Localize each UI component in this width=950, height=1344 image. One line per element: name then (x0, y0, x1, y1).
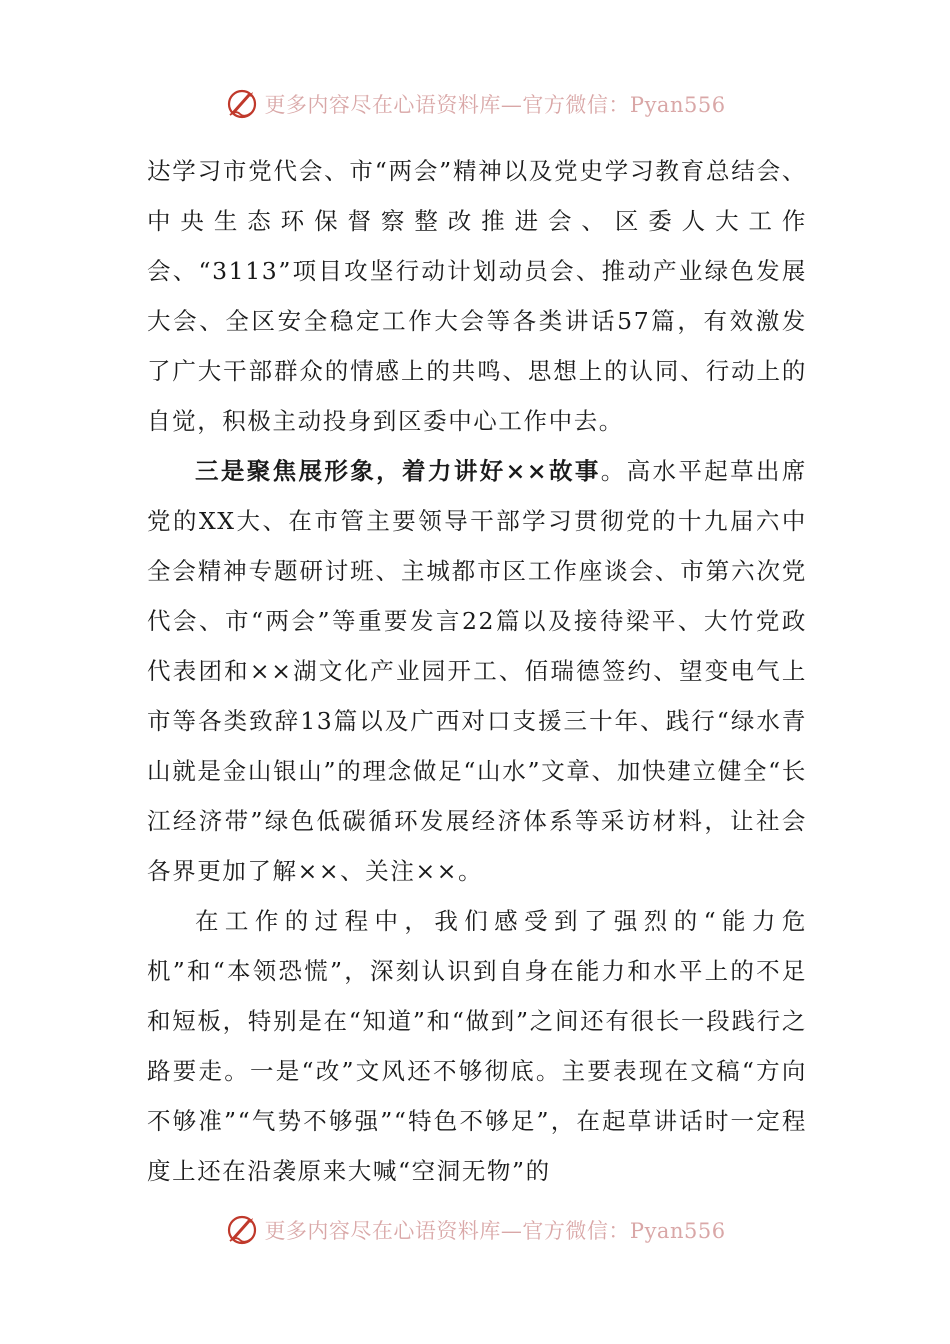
watermark-banner-top (0, 84, 950, 124)
watermark-banner-bottom (0, 1210, 950, 1250)
paragraph-2-heading: 三是聚焦展形象，着力讲好××故事 (195, 457, 601, 485)
pen-logo-icon (224, 86, 260, 122)
paragraph-3 (147, 896, 807, 1196)
document-body (147, 146, 807, 1196)
paragraph-1 (147, 146, 807, 446)
paragraph-2 (147, 446, 807, 896)
watermark-text: 更多内容尽在心语资料库—官方微信：Pyan556 (264, 1219, 726, 1243)
paragraph-2-text: 。高水平起草出席党的XX大、在市管主要领导干部学习贯彻党的十九届六中全会精神专题研讨班、主城都市区工作座谈会、市第六次党代会、市“两会”等重要发言22篇以及接待梁平、大竹党政代表团和××湖文化产业园开工、佰瑞德签约、望变电气上市等各类致辞13篇以及广西对口支援三十年、践行“绿水青山就是金山银山”的理念做足“山水”文章、加快建立健全“长江经济带”绿色低碳循环发展经济体系等采访材料，让社会各界更加了解××、关注××。 (147, 457, 807, 885)
watermark-text: 更多内容尽在心语资料库—官方微信：Pyan556 (264, 93, 726, 117)
pen-logo-icon (224, 1212, 260, 1248)
paragraph-3-text: 在工作的过程中，我们感受到了强烈的“能力危机”和“本领恐慌”，深刻认识到自身在能力和水平上的不足和短板，特别是在“知道”和“做到”之间还有很长一段践行之路要走。一是“改”文风还不够彻底。主要表现在文稿“方向不够准”“气势不够强”“特色不够足”，在起草讲话时一定程度上还在沿袭原来大喊“空洞无物”的 (147, 907, 807, 1185)
paragraph-1-text: 达学习市党代会、市“两会”精神以及党史学习教育总结会、中央生态环保督察整改推进会、区委人大工作会、“3113”项目攻坚行动计划动员会、推动产业绿色发展大会、全区安全稳定工作大会等各类讲话57篇，有效激发了广大干部群众的情感上的共鸣、思想上的认同、行动上的自觉，积极主动投身到区委中心工作中去。 (147, 157, 807, 435)
